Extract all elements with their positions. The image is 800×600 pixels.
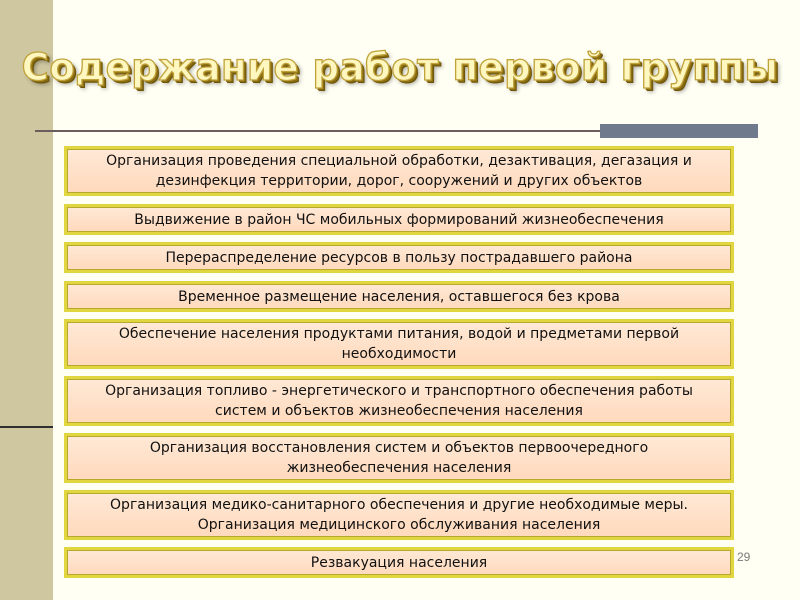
title-rule-block <box>600 124 758 138</box>
work-item-1: Организация проведения специальной обработки, дезактивация, дегазация и дезинфекция территории, дорог, сооружений и других объектов <box>64 146 734 196</box>
work-item-7: Организация восстановления систем и объектов первоочередного жизнеобеспечения населения <box>64 433 734 483</box>
work-item-8: Организация медико-санитарного обеспечения и другие необходимые меры. Организация медицинского обслуживания населения <box>64 490 734 540</box>
title-rule <box>35 130 600 132</box>
page-number: 29 <box>737 550 751 564</box>
left-decorative-band <box>0 0 53 600</box>
work-item-9: Резвакуация населения <box>64 547 734 578</box>
work-item-3: Перераспределение ресурсов в пользу пострадавшего района <box>64 242 734 273</box>
work-item-6: Организация топливо - энергетического и транспортного обеспечения работы систем и объектов жизнеобеспечения населения <box>64 376 734 426</box>
slide-title: Содержание работ первой группы <box>21 46 779 89</box>
left-band-divider <box>0 426 53 428</box>
work-item-5: Обеспечение населения продуктами питания, водой и предметами первой необходимости <box>64 319 734 369</box>
work-item-2: Выдвижение в район ЧС мобильных формирований жизнеобеспечения <box>64 204 734 235</box>
work-item-4: Временное размещение населения, оставшегося без крова <box>64 281 734 312</box>
